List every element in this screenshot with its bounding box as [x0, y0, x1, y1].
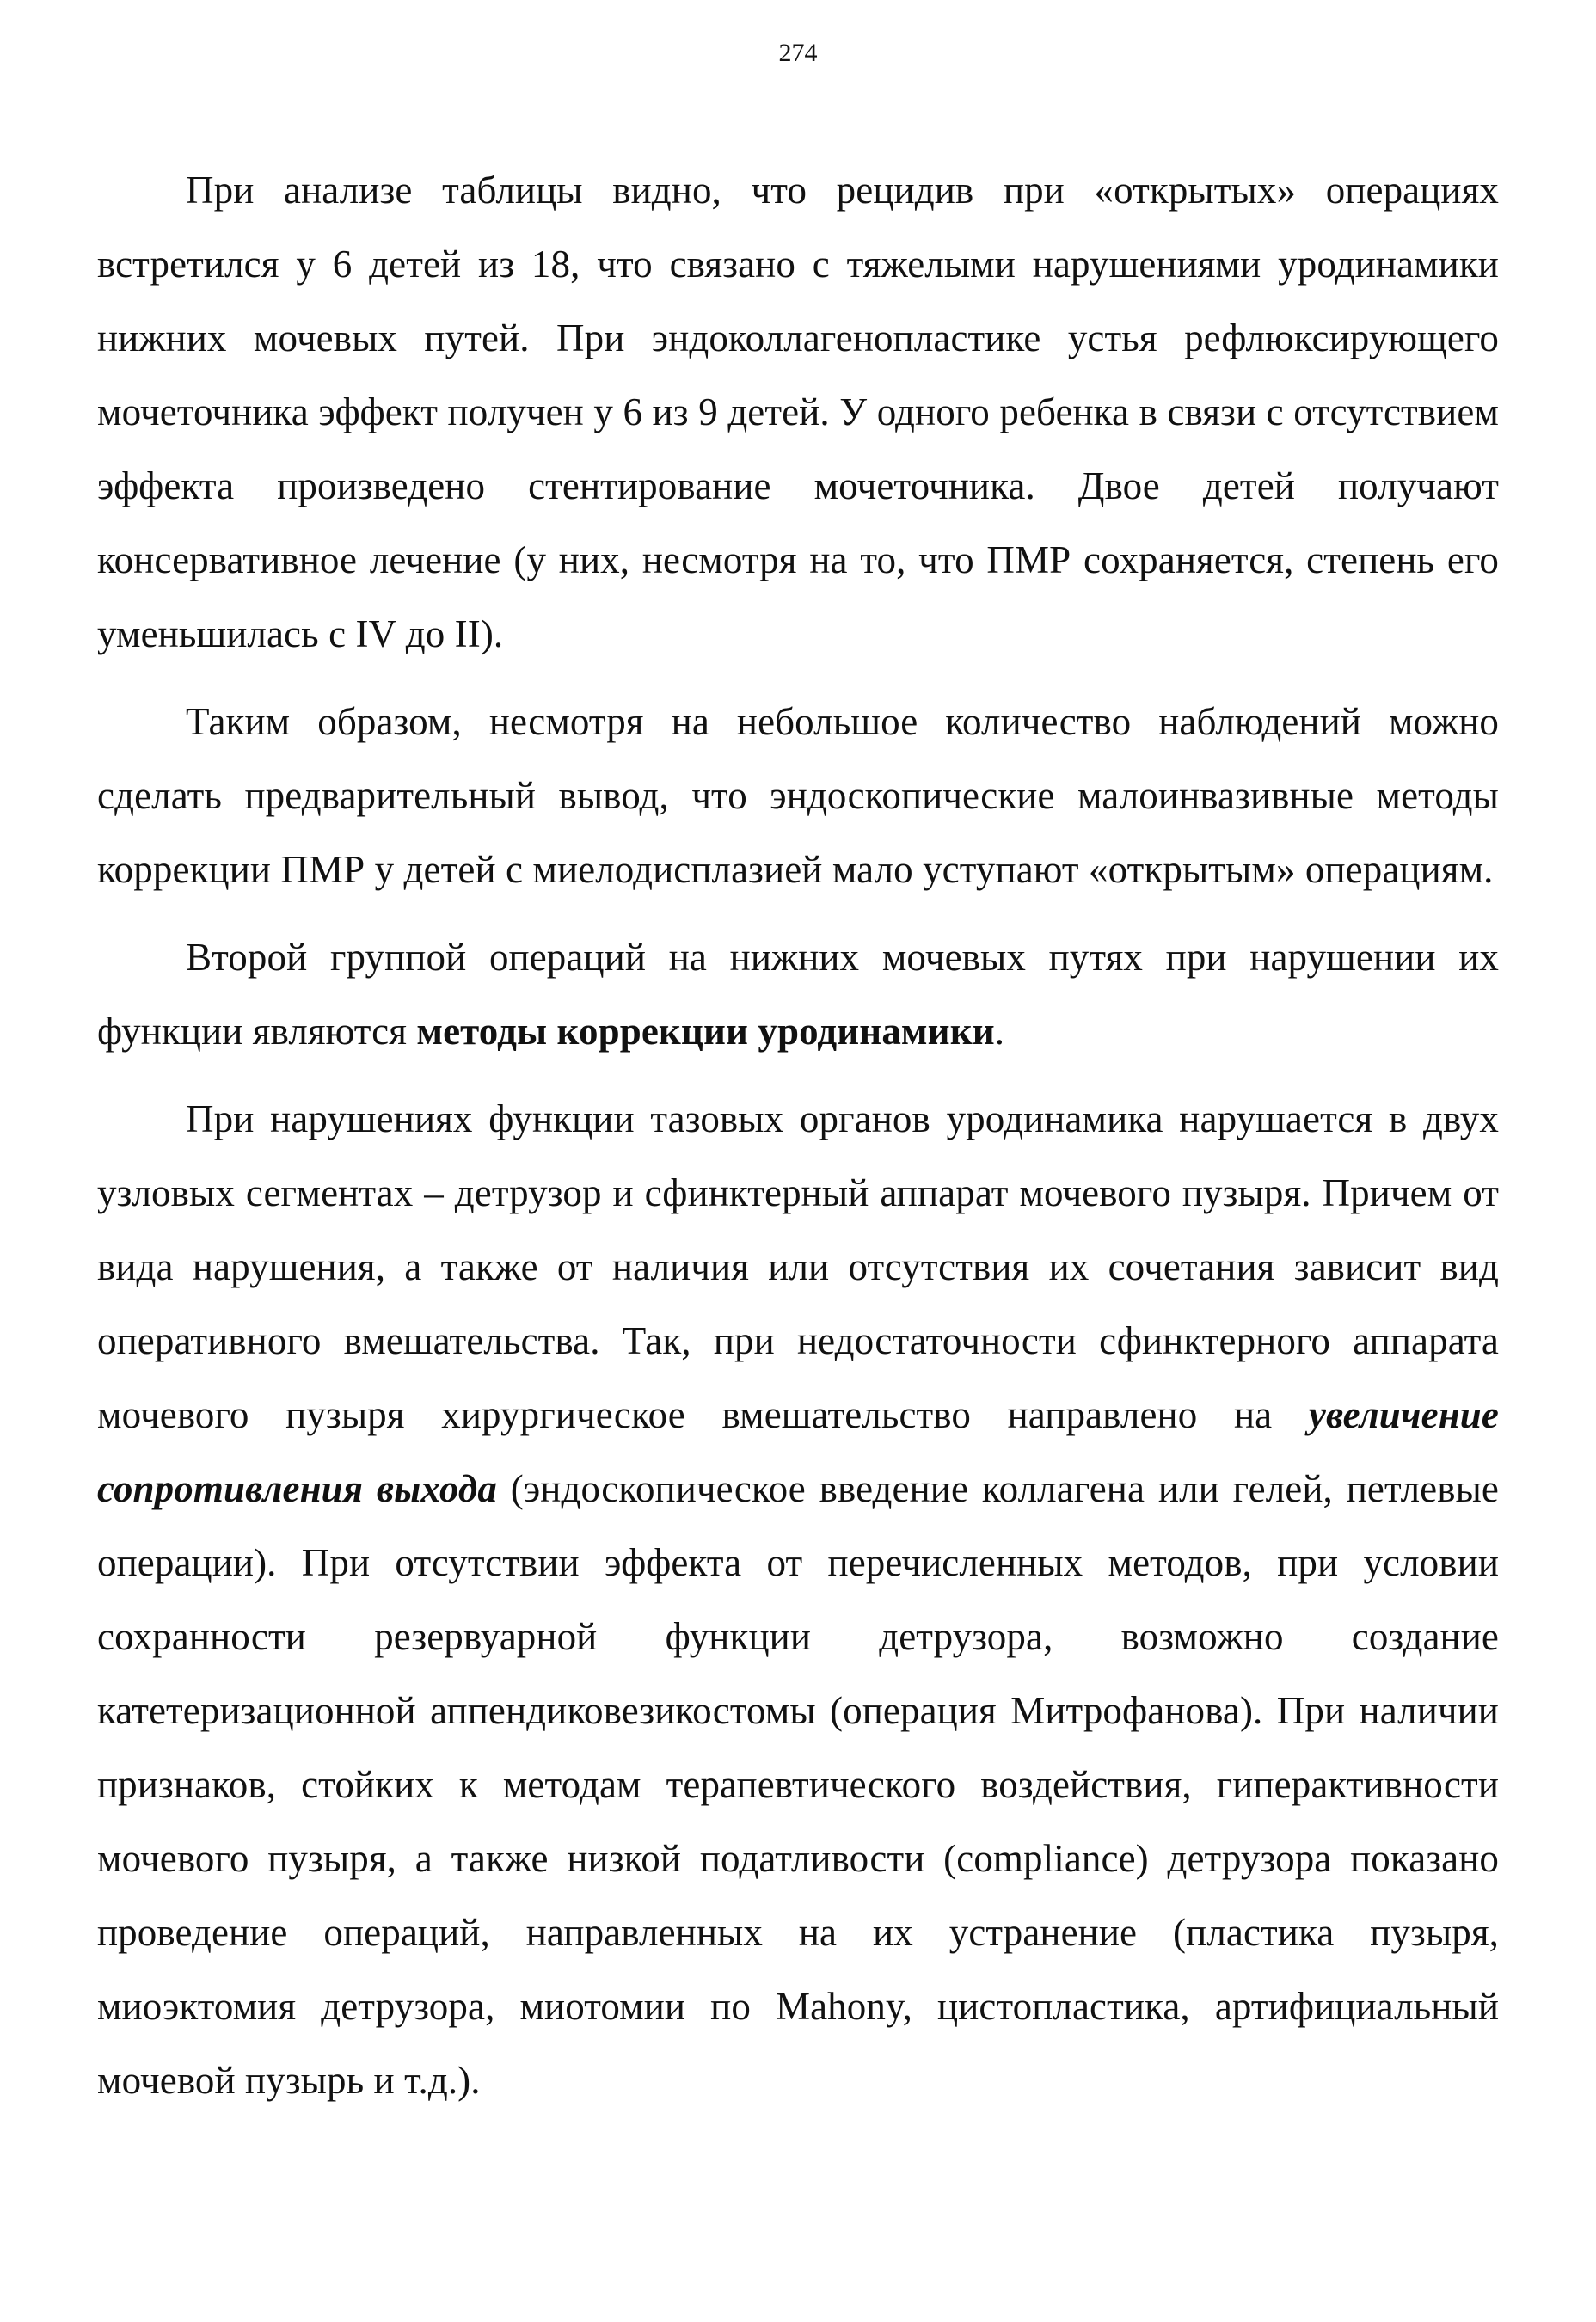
bold-term: методы коррекции уродинамики: [416, 1010, 995, 1053]
paragraph-text: Второй группой операций на нижних мочевых путях при нарушении их функции являются: [97, 936, 1499, 1053]
paragraph-second-group: [97, 920, 1499, 1068]
paragraph-text: (эндоскопическое введение коллагена или гелей, петлевые операции). При отсутствии эффекта от перечисленных методов, при условии сохранности резервуарной функции детрузора, возможно создание катетеризационной аппендиковезикостомы (операция Митрофанова). При наличии признаков, стойких к методам терапевтического воздействия, гиперактивности мочевого пузыря, а также низкой податливости (compliance) детрузора показано проведение операций, направленных на их устранение (пластика пузыря, миоэктомия детрузора, миотомии по Mahony, цистопластика, артифициальный мочевой пузырь и т.д.).: [97, 1467, 1499, 2102]
paragraph-table-analysis: При анализе таблицы видно, что рецидив при «открытых» операциях встретился у 6 детей из 18, что связано с тяжелыми нарушениями уродинамики нижних мочевых путей. При эндоколлагенопластике устья рефлюксирующего мочеточника эффект получен у 6 из 9 детей. У одного ребенка в связи с отсутствием эффекта произведено стентирование мочеточника. Двое детей получают консервативное лечение (у них, несмотря на то, что ПМР сохраняется, степень его уменьшилась с IV до II).: [97, 169, 1499, 655]
page-number: 274: [778, 39, 818, 67]
body-text: [97, 153, 1499, 2117]
paragraph-text: При нарушениях функции тазовых органов уродинамика нарушается в двух узловых сегментах – детрузор и сфинктерный аппарат мочевого пузыря. Причем от вида нарушения, а также от наличия или отсутствия их сочетания зависит вид оперативного вмешательства. Так, при недостаточности сфинктерного аппарата мочевого пузыря хирургическое вмешательство направлено на: [97, 1097, 1499, 1436]
paragraph-conclusion: Таким образом, несмотря на небольшое количество наблюдений можно сделать предварительный вывод, что эндоскопические малоинвазивные методы коррекции ПМР у детей с миелодисплазией мало уступают «открытым» операциям.: [97, 700, 1499, 891]
paragraph-pelvic-dysfunction: [97, 1082, 1499, 2117]
paragraph-text: .: [994, 1010, 1005, 1053]
bold-italic-term: увеличение сопротивления выхода: [97, 1393, 1499, 1510]
